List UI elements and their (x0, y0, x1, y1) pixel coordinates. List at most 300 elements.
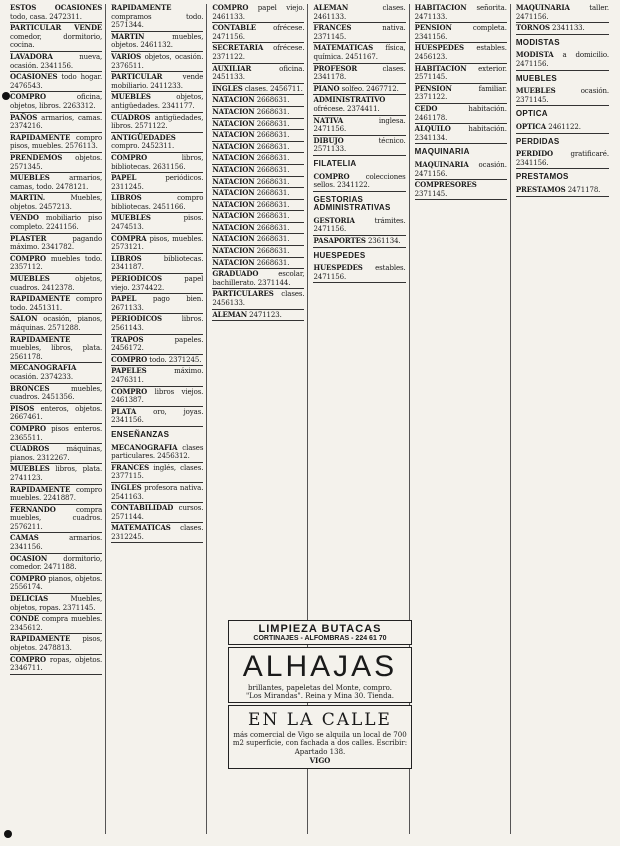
ad-lead: VENDO (10, 213, 39, 223)
ad-lead: DELICIAS (10, 594, 49, 604)
ad-text: habitación. 2461178. (414, 104, 507, 122)
column-6 (514, 4, 612, 834)
ad-text: 2668631. (256, 154, 290, 163)
ad-lead: NATACION (212, 211, 255, 221)
ad-text: compro. 2452311. (111, 142, 175, 151)
ad-lead: RAPIDAMENTE (111, 4, 172, 12)
classified-ad (111, 408, 203, 425)
classified-ad (516, 51, 609, 68)
ad-text: periódicos. 2311245. (111, 174, 204, 191)
ad-text: compro bibliotecas. 2451166. (111, 194, 204, 211)
classified-ad (111, 464, 203, 481)
ad-lead: LIBROS (111, 193, 142, 203)
classified-ad (10, 555, 102, 572)
ad-text: muebles, libros, plata. 2561178. (10, 344, 103, 361)
classified-ad (111, 73, 203, 90)
classified-ad (10, 445, 102, 462)
classified-ad (313, 4, 405, 21)
classified-ad (212, 65, 304, 82)
ad-lead: PROFESOR (313, 63, 358, 73)
ad-text: mobiliario piso completo. 2241156. (10, 214, 103, 232)
ad-lead: TRAPOS (111, 334, 144, 344)
classified-ad (10, 575, 102, 592)
classified-ad (212, 143, 304, 152)
ad-lead: PENSION (414, 23, 452, 33)
ad-lead: NATACION (212, 164, 255, 174)
ad-lead: PLATA (111, 406, 137, 416)
ad-text: clases. 2312245. (111, 524, 204, 541)
classified-ad (10, 194, 102, 211)
ad-text: 2668631. (256, 247, 290, 256)
ad-lead: HABITACION (414, 63, 467, 73)
ad-lead: COMPRO (111, 152, 148, 162)
classified-ad (10, 154, 102, 171)
ad-lead: MUEBLES (10, 173, 50, 183)
classified-ad (212, 166, 304, 175)
ad-text: a domicilio. 2471156. (515, 51, 609, 68)
ad-lead: PAPEL (111, 294, 137, 304)
scan-mark (2, 92, 10, 100)
ad-text: compro muebles. 2241887. (10, 485, 103, 503)
classified-ad (10, 275, 102, 292)
classified-ad (10, 506, 102, 532)
ad-text: todo, casa. 2472311. (10, 12, 82, 21)
classified-ad (111, 336, 203, 353)
ad-lead: NATACION (212, 199, 255, 209)
ad-text: 2668631. (256, 189, 290, 198)
ad-lead: FRANCES (111, 462, 150, 472)
classified-ad (313, 96, 405, 113)
classified-ad (516, 150, 609, 167)
ad-text: técnico. 2571133. (313, 136, 406, 154)
calle-city: VIGO (309, 756, 331, 766)
ad-text: 2668631. (256, 177, 290, 186)
ad-lead: PAPELES (111, 366, 147, 376)
classified-ad (516, 87, 609, 104)
ad-lead: OPTICA (515, 121, 547, 131)
classified-ad (111, 524, 203, 541)
ad-text: muebles, cuadros. 2451356. (10, 384, 103, 402)
ad-lead: TORNOS (515, 23, 550, 33)
calle-title: EN LA CALLE (248, 710, 392, 730)
section-heading: GESTORIAS ADMINISTRATIVAS (313, 194, 391, 213)
ad-divider (111, 426, 203, 427)
ad-lead: RAPIDAMENTE (10, 484, 71, 494)
ad-lead: NATACION (212, 188, 255, 198)
classified-ad (10, 255, 102, 272)
ad-lead: LIBROS (111, 253, 142, 263)
classified-ad (415, 24, 507, 41)
ad-text: armarios. 2341156. (10, 534, 103, 552)
ad-lead: BRONCES (10, 383, 50, 393)
column-5 (413, 4, 511, 834)
ad-lead: NATACION (212, 141, 255, 151)
classified-ad (415, 65, 507, 82)
classified-ad (212, 96, 304, 105)
classified-ad (10, 73, 102, 90)
ad-text: libros, plata. 2741123. (10, 465, 103, 482)
ad-text: estables. 2471156. (313, 264, 406, 281)
ad-text: escolar, bachillerato. 2371144. (212, 270, 305, 287)
section-heading: HUESPEDES (313, 250, 366, 260)
ad-text: trámites. 2471156. (313, 216, 406, 234)
ad-text: armarios, camas, todo. 2478121. (10, 174, 103, 191)
ad-text: 2361134. (367, 237, 401, 246)
classified-ad (313, 237, 405, 246)
classified-ad (313, 217, 405, 234)
ad-lead: MECANOGRAFIA (10, 363, 77, 373)
classified-ad (10, 635, 102, 652)
ad-text: bibliotecas. 2341187. (111, 254, 204, 272)
ad-lead: COMPRO (111, 386, 148, 396)
classified-ad (10, 174, 102, 191)
ad-text: inglesa. 2471156. (313, 116, 406, 134)
ad-lead: INGLES (111, 482, 142, 492)
classified-ad (10, 53, 102, 70)
ad-lead: CONDE (10, 614, 39, 624)
ad-lead: CUADROS (10, 444, 50, 454)
section-heading: PERDIDAS (515, 136, 560, 146)
ad-text: máquinas, pianos. 2312267. (10, 445, 103, 462)
ad-text: oro, joyas. 2341156. (111, 407, 204, 425)
ad-text: nativa. 2371145. (313, 24, 406, 41)
ad-lead: NATIVA (313, 115, 344, 125)
ad-lead: LAVADORA (10, 51, 53, 61)
classified-ad (415, 105, 507, 122)
classified-ad (111, 444, 203, 461)
classified-ad (313, 24, 405, 41)
ad-lead: RAPIDAMENTE (10, 132, 71, 142)
ad-text: clases. 2456711. (244, 84, 303, 93)
classified-ad (111, 315, 203, 332)
ad-lead: CUADROS (111, 112, 151, 122)
ad-lead: PARTICULAR VENDE (10, 23, 103, 33)
classified-ad (212, 154, 304, 163)
classified-ad (10, 114, 102, 131)
ad-text: física, química. 2451167. (313, 44, 406, 61)
classified-ad (212, 201, 304, 210)
classified-ad (10, 385, 102, 402)
ad-divider (313, 191, 405, 192)
ad-text: pagando máximo. 2341782. (10, 234, 103, 252)
classified-ad (111, 114, 203, 131)
ad-text: compramos todo. 2571344. (111, 12, 204, 30)
ad-text: clases. 2456133. (212, 290, 305, 308)
ad-lead: MAQUINARIA (515, 4, 570, 12)
classified-ad (212, 24, 304, 41)
ad-text: 2668631. (256, 212, 290, 221)
ad-text: 2471123. (249, 310, 282, 319)
ad-text: máximo. 2476311. (111, 367, 204, 384)
ad-lead: NATACION (212, 234, 255, 244)
ad-text: oficina, objetos, libros. 2263312. (10, 93, 103, 110)
ad-lead: NATACION (212, 106, 255, 116)
ad-text: vende mobiliario. 2411233. (111, 73, 204, 90)
classified-ad (10, 486, 102, 503)
ad-text: pisos enteros. 2365511. (10, 424, 103, 442)
classified-ad (212, 108, 304, 117)
ad-text: 2668631. (256, 96, 290, 105)
classified-ad (415, 181, 507, 198)
classified-ad (10, 425, 102, 442)
classified-ad (111, 33, 203, 50)
ad-divider (415, 143, 507, 144)
column-1 (8, 4, 106, 834)
ad-lead: RAPIDAMENTE (10, 294, 71, 304)
ad-lead: MATEMATICAS (111, 523, 171, 533)
section-heading: MAQUINARIA (414, 147, 470, 157)
classified-ad (313, 65, 405, 82)
ad-text: oficina. 2451133. (212, 64, 305, 82)
classified-ad (516, 186, 609, 195)
classified-ad (10, 615, 102, 632)
ad-lead: HUESPEDES (313, 263, 363, 273)
ad-lead: MAQUINARIA (414, 159, 469, 169)
ad-lead: PARTICULAR (111, 72, 163, 82)
ad-text: inglés, clases. 2377115. (111, 463, 204, 481)
ad-lead: PENSION (414, 83, 452, 93)
section-heading: PRESTAMOS (515, 172, 569, 182)
ad-text: clases. 2461133. (313, 4, 406, 21)
ad-divider (10, 674, 102, 675)
ad-text: 2668631. (256, 119, 290, 128)
ad-lead: ALEMAN (313, 4, 349, 12)
ad-text: armarios, camas. 2374216. (10, 113, 103, 131)
ad-lead: PIANO (313, 83, 340, 93)
ad-lead: PRENDEMOS (10, 152, 63, 162)
section-heading: MODISTAS (515, 37, 560, 47)
classified-ad (111, 388, 203, 405)
ad-text: todo hogar. 2476543. (10, 73, 103, 90)
ad-text: pago bien. 2671133. (111, 295, 204, 312)
ad-text: completa. 2341156. (414, 24, 507, 41)
ad-lead: COMPRO (10, 92, 46, 102)
ad-text: compra muebles. 2345612. (10, 615, 103, 632)
ad-lead: PASAPORTES (313, 236, 366, 246)
classified-ad (10, 595, 102, 612)
classified-ad (516, 4, 609, 21)
ad-lead: COMPRO (10, 573, 46, 583)
ad-text: comedor, dormitorio, cocina. (10, 32, 103, 50)
ad-lead: MUEBLES (111, 213, 151, 223)
ad-lead: SECRETARIA (212, 43, 264, 53)
classified-ad (212, 290, 304, 307)
ad-lead: MUEBLES (10, 464, 50, 474)
ad-text: ofrécese. 2471156. (212, 24, 305, 41)
display-ads (228, 620, 412, 769)
classified-ad (111, 504, 203, 521)
ad-lead: VARIOS (111, 51, 142, 61)
classified-ad (415, 125, 507, 142)
classified-ad (212, 178, 304, 187)
ad-divider (516, 105, 609, 106)
ad-lead: PAÑOS (10, 112, 38, 122)
classified-ad (212, 311, 304, 320)
ad-lead: PERIODICOS (111, 274, 163, 284)
ad-text: muebles, objetos. 2461132. (111, 32, 204, 50)
alhajas-ad (228, 647, 412, 703)
ad-lead: HUESPEDES (414, 43, 464, 53)
classified-ad (111, 235, 203, 252)
classified-ad (10, 4, 102, 21)
alhajas-title: ALHAJAS (242, 650, 398, 683)
ad-lead: COMPRA (111, 233, 147, 243)
ad-divider (516, 168, 609, 169)
ad-text: gratificaré. 2341156. (515, 150, 609, 167)
ad-lead: OCASION (10, 553, 48, 563)
ad-lead: DIBUJO (313, 135, 344, 145)
ad-text: papeles. 2456172. (111, 335, 204, 353)
ad-lead: NATACION (212, 176, 255, 186)
classified-ad (516, 24, 609, 33)
ad-divider (415, 199, 507, 200)
ad-text: ropas, objetos. 2346711. (10, 655, 103, 673)
classified-ad (212, 235, 304, 244)
classified-ad (313, 85, 405, 94)
classified-ad (10, 405, 102, 422)
ad-lead: COMPRO (10, 253, 46, 263)
limpieza-ad (228, 620, 412, 645)
ad-lead: ANTIGÜEDADES (111, 132, 176, 142)
ad-lead: PISOS (10, 403, 35, 413)
classified-ad (313, 137, 405, 154)
classified-ad (111, 93, 203, 110)
ad-divider (313, 155, 405, 156)
classified-ad (10, 336, 102, 362)
classified-ad (111, 134, 203, 151)
ad-text: ofrécese. 2374411. (313, 104, 380, 113)
alhajas-text: brillantes, papeletas del Monte, compro. (248, 684, 392, 692)
classified-ad (111, 174, 203, 191)
classified-ad (212, 212, 304, 221)
ad-lead: HABITACION (414, 4, 467, 12)
section-heading: OPTICA (515, 109, 548, 119)
classified-ad (111, 275, 203, 292)
classified-ad (313, 117, 405, 134)
ad-text: dormitorio, comedor. 2471188. (10, 554, 103, 572)
classified-ad (10, 214, 102, 231)
ad-text: Muebles, objetos. 2457213. (10, 194, 103, 211)
ad-text: ocasión. 2471156. (414, 160, 507, 178)
scan-mark (4, 830, 12, 838)
ad-text: clases particulares. 2456312. (111, 443, 204, 461)
ad-lead: SALON (10, 314, 38, 324)
classified-ad (111, 295, 203, 312)
ad-text: habitación. 2341134. (414, 125, 507, 142)
ad-lead: MECANOGRAFIA (111, 442, 178, 452)
classified-ad (10, 364, 102, 381)
ad-text: pisos, muebles. 2573121. (111, 234, 204, 252)
ad-lead: CONTABILIDAD (111, 503, 174, 513)
classified-ad (415, 4, 507, 21)
classified-ad (111, 255, 203, 272)
classified-ad (111, 194, 203, 211)
ad-divider (516, 196, 609, 197)
ad-text: papel viejo. 2461133. (212, 4, 305, 21)
classified-ad (111, 367, 203, 384)
classified-ad (212, 85, 304, 94)
classified-ad (415, 161, 507, 178)
ad-text: objetos. 2571345. (10, 153, 103, 171)
ad-text: pisos. 2474513. (111, 214, 204, 232)
ad-lead: NATACION (212, 257, 255, 267)
ad-text: 2341133. (552, 24, 585, 33)
limpieza-sub: CORTINAJES - ALFOMBRAS - 224 61 70 (253, 635, 387, 642)
ad-text: 2668631. (256, 235, 290, 244)
ad-text: ocasión. 2371145. (515, 87, 609, 104)
section-heading: FILATELIA (313, 158, 357, 168)
ad-text: 2668631. (256, 107, 290, 116)
classified-ad (10, 295, 102, 312)
ad-lead: AUXILIAR (212, 63, 252, 73)
ad-text: taller. 2471156. (515, 4, 609, 21)
ad-text: pianos, objetos. 2556174. (10, 574, 103, 592)
ad-lead: MATEMATICAS (313, 43, 374, 53)
ad-text: 2668631. (256, 223, 290, 232)
ad-lead: RAPIDAMENTE (10, 634, 71, 644)
classified-ad (111, 356, 203, 365)
classified-ad (212, 120, 304, 129)
classified-ad (111, 484, 203, 501)
classified-ad (10, 465, 102, 482)
classified-ad (212, 131, 304, 140)
ad-text: 2668631. (256, 142, 290, 151)
classified-ad (212, 270, 304, 287)
ad-lead: PARTICULARES (212, 289, 274, 299)
classified-ad (212, 224, 304, 233)
ad-text: 2471178. (567, 185, 601, 194)
ad-lead: CAMAS (10, 533, 39, 543)
classified-ad (212, 44, 304, 61)
ad-lead: NATACION (212, 118, 255, 128)
ad-lead: PERDIDO (515, 149, 554, 159)
section-heading: ENSEÑANZAS (111, 429, 170, 439)
classified-ad (111, 154, 203, 171)
ad-text: 2668631. (256, 200, 290, 209)
classified-ad (10, 93, 102, 110)
ad-text: exterior. 2571145. (414, 64, 507, 82)
classified-ad (10, 235, 102, 252)
ad-text: objetos, ocasión. 2376511. (111, 52, 204, 70)
ad-text: colecciones sellos. 2341122. (313, 172, 406, 190)
classified-ad (10, 315, 102, 332)
ad-divider (516, 34, 609, 35)
classified-ad (212, 4, 304, 21)
ad-lead: MODISTA (515, 50, 554, 60)
ad-lead: COMPRO (10, 654, 46, 664)
ad-text: 2668631. (256, 258, 290, 267)
ad-lead: INGLES (212, 83, 243, 93)
ad-text: solfeo. 2467712. (341, 84, 399, 93)
ad-lead: ADMINISTRATIVO (313, 95, 386, 105)
ad-lead: NATACION (212, 130, 255, 140)
ad-lead: MUEBLES (10, 274, 50, 284)
ad-text: compro pisos, muebles. 2576113. (10, 133, 103, 151)
ad-lead: MUEBLES (515, 86, 556, 96)
ad-text: libros viejos. 2461387. (111, 387, 204, 405)
classified-ad (313, 44, 405, 61)
ad-lead: PERIODICOS (111, 314, 163, 324)
ad-text: papel viejo. 2374422. (111, 275, 204, 292)
column-2 (109, 4, 207, 834)
alhajas-text2: "Los Mirandas". Reina y Mina 30. Tienda. (245, 692, 395, 700)
ad-divider (111, 542, 203, 543)
ad-lead: COMPRO (111, 354, 148, 364)
ad-text: cursos. 2571144. (111, 504, 204, 521)
ad-text: objetos, antigüedades. 2341177. (111, 93, 204, 110)
ad-divider (516, 70, 609, 71)
classified-ad (212, 247, 304, 256)
